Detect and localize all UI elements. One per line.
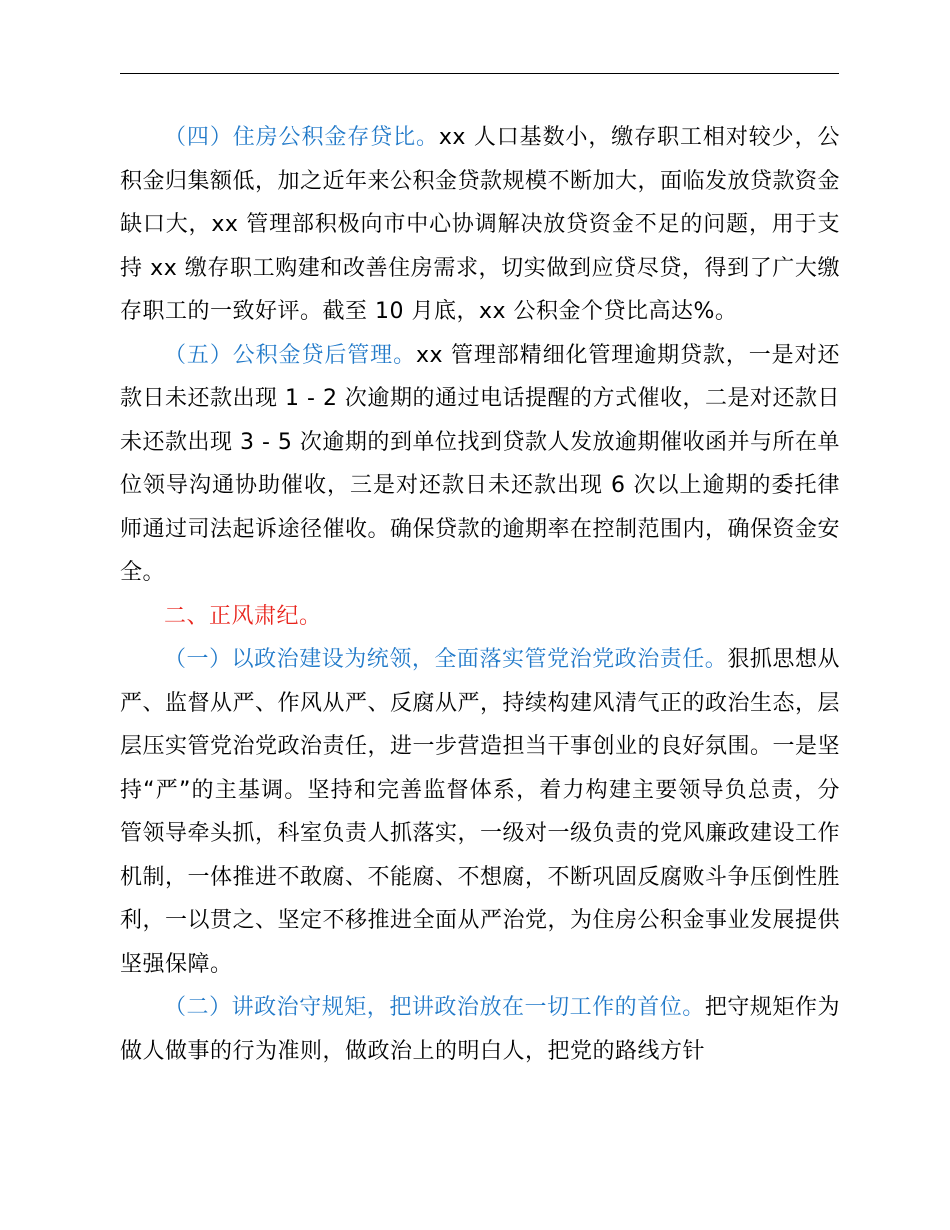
paragraph-housing-fund-loan-ratio bbox=[120, 116, 840, 334]
paragraph-politics-and-rules bbox=[120, 986, 840, 1073]
paragraph-heading: （五）公积金贷后管理。 bbox=[164, 342, 416, 368]
section-title bbox=[120, 595, 840, 639]
paragraph-heading: （一）以政治建设为统领，全面落实管党治党政治责任。 bbox=[164, 647, 728, 672]
header-rule bbox=[120, 73, 839, 74]
paragraph-text: 把守规矩作为做人做事的行为准则，做政治上的明白人，把党的路线方针 bbox=[120, 995, 840, 1064]
paragraph-text: xx 人口基数小，缴存职工相对较少，公积金归集额低，加之近年来公积金贷款规模不断加大，面临发放贷款资金缺口大，xx 管理部积极向市中心协调解决放贷资金不足的问题，用于支持 xx 缴存职工购建和改善住房需求，切实做到应贷尽贷，得到了广大缴存职工的一致好评。截至 10 月底，xx 公积金个贷比高达%。 bbox=[120, 125, 841, 324]
paragraph-heading: （二）讲政治守规矩，把讲政治放在一切工作的首位。 bbox=[164, 995, 705, 1020]
paragraph-text: 狠抓思想从严、监督从严、作风从严、反腐从严，持续构建风清气正的政治生态，层层压实管党治党政治责任，进一步营造担当干事创业的良好氛围。一是坚持“严”的主基调。坚持和完善监督体系，着力构建主要领导负总责，分管领导牵头抓，科室负责人抓落实，一级对一级负责的党风廉政建设工作机制，一体推进不敢腐、不能腐、不想腐，不断巩固反腐败斗争压倒性胜利，一以贯之、坚定不移推进全面从严治党，为住房公积金事业发展提供坚强保障。 bbox=[120, 647, 841, 977]
paragraph-heading: （四）住房公积金存贷比。 bbox=[164, 125, 439, 150]
section-title-text: 二、正风肃纪。 bbox=[164, 603, 322, 629]
paragraph-political-construction bbox=[120, 638, 840, 986]
paragraph-post-loan-management bbox=[120, 334, 840, 595]
paragraph-text: xx 管理部精细化管理逾期贷款，一是对还款日未还款出现 1 - 2 次逾期的通过电话提醒的方式催收，二是对还款日未还款出现 3 - 5 次逾期的到单位找到贷款人发放逾期催收函并与所在单位领导沟通协助催收，三是对还款日未还款出现 6 次以上逾期的委托律师通过司法起诉途径催收。确保贷款的逾期率在控制范围内，确保资金安全。 bbox=[120, 342, 841, 585]
document-body bbox=[120, 116, 840, 1073]
